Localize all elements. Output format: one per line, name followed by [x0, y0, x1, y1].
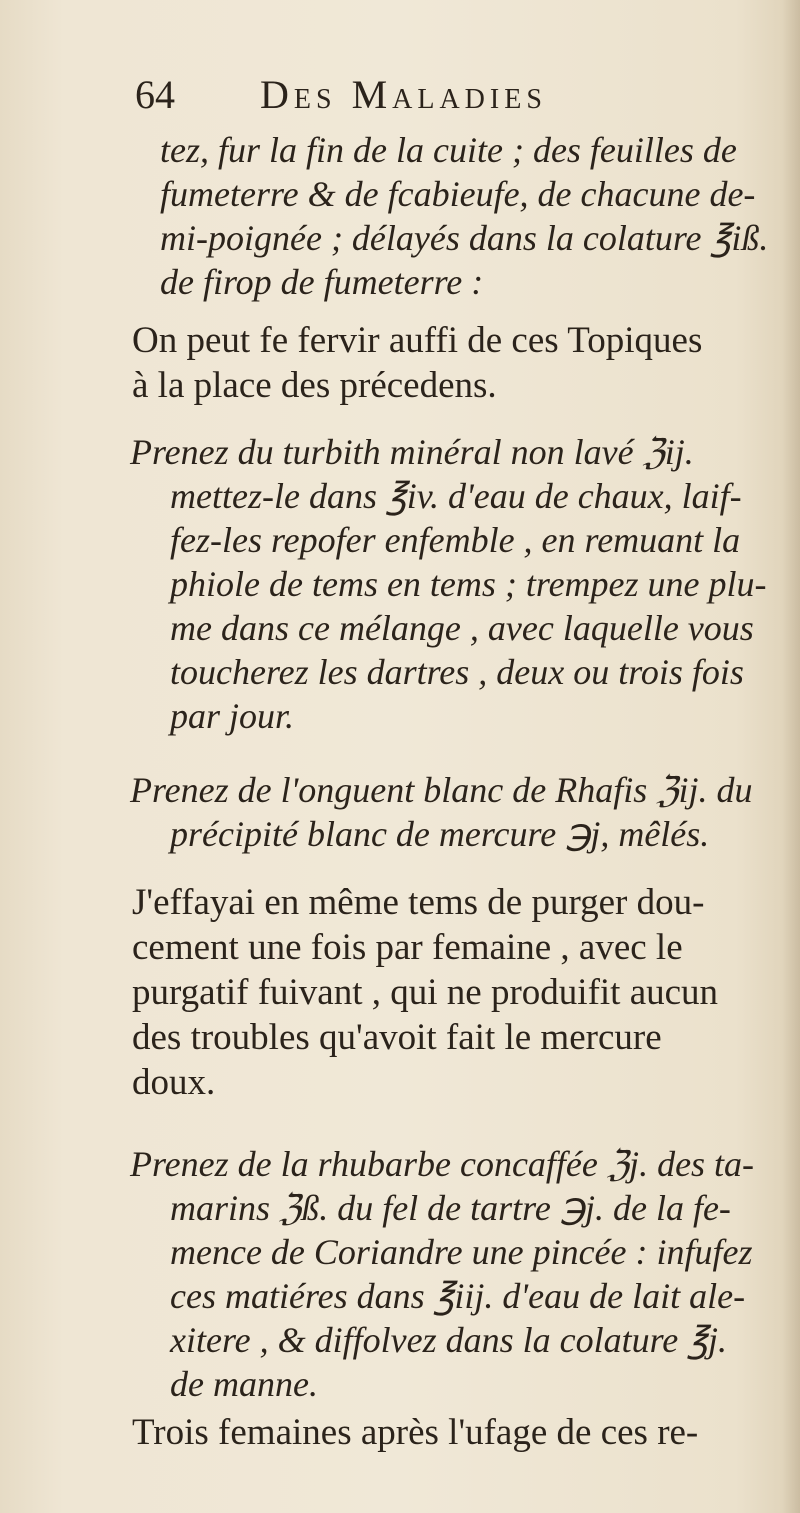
text-line: fumeterre & de fcabieufe, de chacune de-: [160, 174, 756, 214]
text-line: Prenez de l'onguent blanc de Rhafis ℨij. du: [130, 770, 753, 810]
paragraph-prescription-onguent: [130, 768, 752, 856]
text-line: à la place des précedens.: [132, 365, 497, 406]
text-line: me dans ce mélange , avec laquelle vous: [170, 608, 754, 648]
page-header: [135, 70, 655, 122]
paragraph-purgatif: [132, 880, 718, 1105]
text-line: fez-les repofer enfemble , en remuant la: [170, 520, 741, 560]
text-line: doux.: [132, 1062, 216, 1103]
paragraph-trois-femaines: [132, 1410, 698, 1455]
text-line: purgatif fuivant , qui ne produifit aucun: [132, 972, 719, 1013]
text-line: précipité blanc de mercure ℈j, mêlés.: [170, 814, 710, 854]
text-line: Prenez de la rhubarbe concaffée ℨj. des ta-: [130, 1144, 755, 1184]
page-edge-shadow: [782, 0, 800, 1513]
text-line: J'effayai en même tems de purger dou-: [132, 882, 705, 923]
text-line: ces matiéres dans ℥iij. d'eau de lait ale-: [170, 1276, 746, 1316]
text-line: mi-poignée ; délayés dans la colature ℥iß.: [160, 218, 769, 258]
text-line: des troubles qu'avoit fait le mercure: [132, 1017, 662, 1058]
text-line: mence de Coriandre une pincée : infufez: [170, 1232, 753, 1272]
text-line: marins ℨß. du fel de tartre ℈j. de la fe-: [170, 1188, 731, 1228]
paragraph-prescription-turbith: [130, 430, 767, 738]
text-line: Trois femaines après l'ufage de ces re-: [132, 1412, 699, 1453]
text-line: phiole de tems en tems ; trempez une plu-: [170, 564, 767, 604]
text-line: xitere , & diffolvez dans la colature ℥j.: [170, 1320, 728, 1360]
text-line: On peut fe fervir auffi de ces Topiques: [132, 320, 703, 361]
text-line: de firop de fumeterre :: [160, 262, 484, 302]
paragraph-topiques: [132, 318, 702, 408]
text-line: Prenez du turbith minéral non lavé ℨij.: [130, 432, 694, 472]
running-title: Des Maladies: [260, 72, 547, 117]
text-line: de manne.: [170, 1364, 318, 1404]
text-line: toucherez les dartres , deux ou trois fois: [170, 652, 744, 692]
page-number: 64: [135, 72, 175, 117]
text-line: mettez-le dans ℥iv. d'eau de chaux, laif-: [170, 476, 742, 516]
paragraph-prescription-continued: [130, 128, 768, 304]
text-line: par jour.: [170, 696, 295, 736]
text-line: cement une fois par femaine , avec le: [132, 927, 683, 968]
text-line: tez, fur la fin de la cuite ; des feuilles de: [160, 130, 737, 170]
paragraph-prescription-rhubarbe: [130, 1142, 754, 1406]
